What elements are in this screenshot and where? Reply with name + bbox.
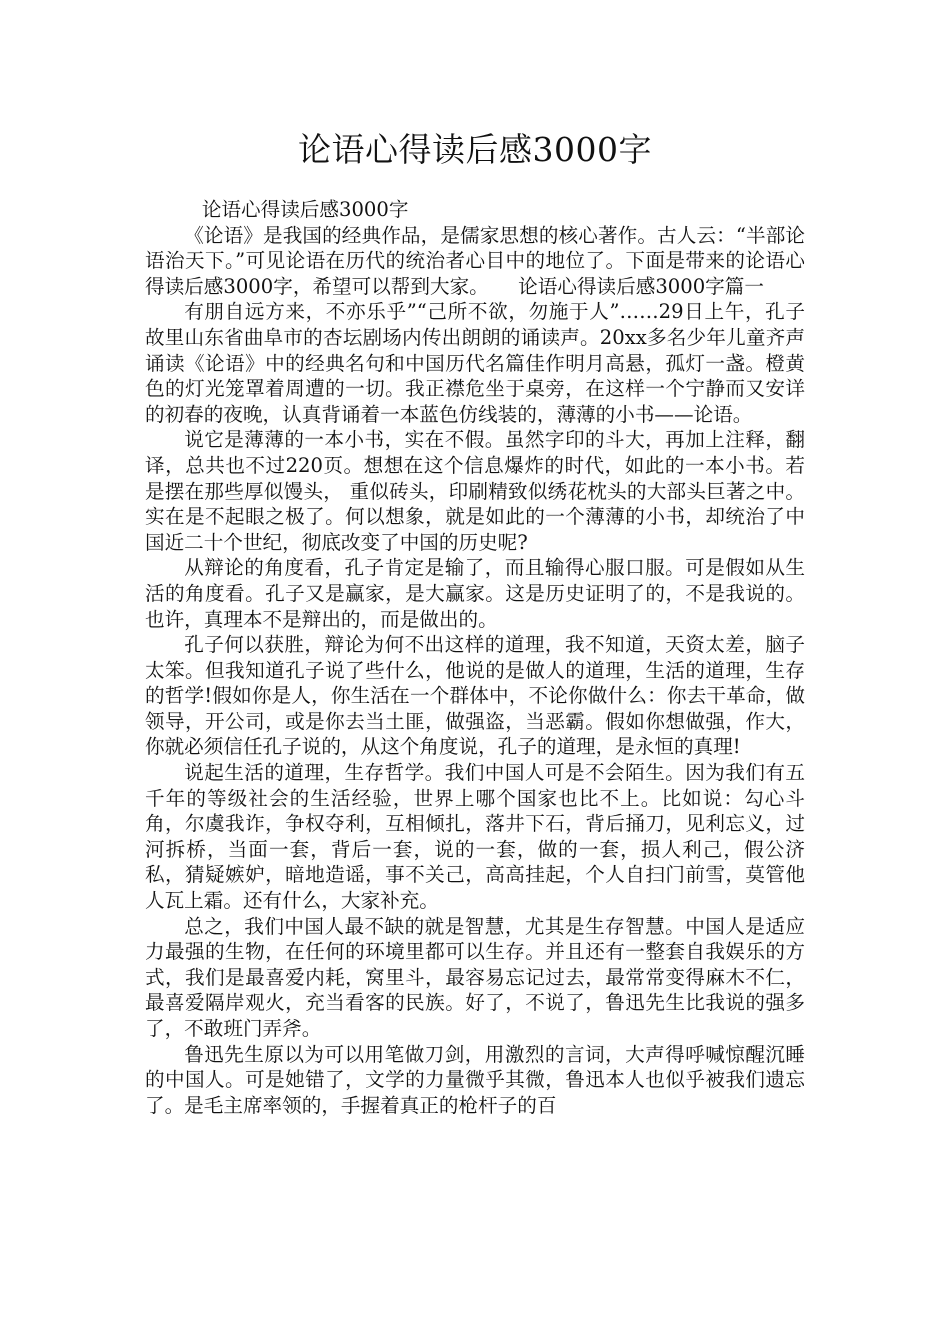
- paragraph: 从辩论的角度看，孔子肯定是输了，而且输得心服口服。可是假如从生活的角度看。孔子又是赢家，是大赢家。这是历史证明了的，不是我说的。也许，真理本不是辩出的，而是做出的。: [145, 556, 805, 631]
- paragraph: 说起生活的道理，生存哲学。我们中国人可是不会陌生。因为我们有五千年的等级社会的生活经验，世界上哪个国家也比不上。比如说：勾心斗角，尔虞我诈，争权夺利，互相倾扎，落井下石，背后捅刀，见利忘义，过河拆桥，当面一套，背后一套，说的一套，做的一套，损人利己，假公济私，猜疑嫉妒，暗地造谣，事不关己，高高挂起，个人自扫门前雪，莫管他人瓦上霜。还有什么，大家补充。: [145, 761, 805, 913]
- paragraph: 总之，我们中国人最不缺的就是智慧，尤其是生存智慧。中国人是适应力最强的生物，在任何的环境里都可以生存。并且还有一整套自我娱乐的方式，我们是最喜爱内耗，窝里斗，最容易忘记过去，最常常变得麻木不仁，最喜爱隔岸观火，充当看客的民族。好了，不说了，鲁迅先生比我说的强多了，不敢班门弄斧。: [145, 914, 805, 1040]
- paragraph: 有朋自远方来，不亦乐乎”“己所不欲，勿施于人”……29日上午，孔子故里山东省曲阜市的杏坛剧场内传出朗朗的诵读声。20xx多名少年儿童齐声诵读《论语》中的经典名句和中国历代名篇佳作明月高悬，孤灯一盏。橙黄色的灯光笼罩着周遭的一切。我正襟危坐于桌旁，在这样一个宁静而又安详的初春的夜晚，认真背诵着一本蓝色仿线装的，薄薄的小书——论语。: [145, 300, 805, 426]
- paragraph: 孔子何以获胜，辩论为何不出这样的道理，我不知道，天资太差，脑子太笨。但我知道孔子说了些什么，他说的是做人的道理，生活的道理，生存的哲学!假如你是人，你生活在一个群体中，不论你做什么：你去干革命，做领导，开公司，或是你去当土匪，做强盗，当恶霸。假如你想做强，作大，你就必须信任孔子说的，从这个角度说，孔子的道理，是永恒的真理!: [145, 633, 805, 759]
- paragraph-intro: 《论语》是我国的经典作品，是儒家思想的核心著作。古人云：“半部论语治天下。”可见论语在历代的统治者心目中的地位了。下面是带来的论语心得读后感3000字，希望可以帮到大家。 论语心得读后感3000字篇一: [145, 223, 805, 298]
- document-title: 论语心得读后感3000字: [298, 130, 652, 169]
- paragraph: 鲁迅先生原以为可以用笔做刀剑，用激烈的言词，大声得呼喊惊醒沉睡的中国人。可是她错了，文学的力量微乎其微，鲁迅本人也似乎被我们遗忘了。是毛主席率领的，手握着真正的枪杆子的百: [145, 1042, 805, 1117]
- document-subtitle: 论语心得读后感3000字: [201, 198, 409, 221]
- document-body: [145, 197, 805, 1118]
- paragraph: 说它是薄薄的一本小书，实在不假。虽然字印的斗大，再加上注释，翻译，总共也不过220页。想想在这个信息爆炸的时代，如此的一本小书。若是摆在那些厚似馒头， 重似砖头，印刷精致似绣花枕头的大部头巨著之中。实在是不起眼之极了。何以想象，就是如此的一个薄薄的小书，却统治了中国近二十个世纪，彻底改变了中国的历史呢?: [145, 428, 805, 554]
